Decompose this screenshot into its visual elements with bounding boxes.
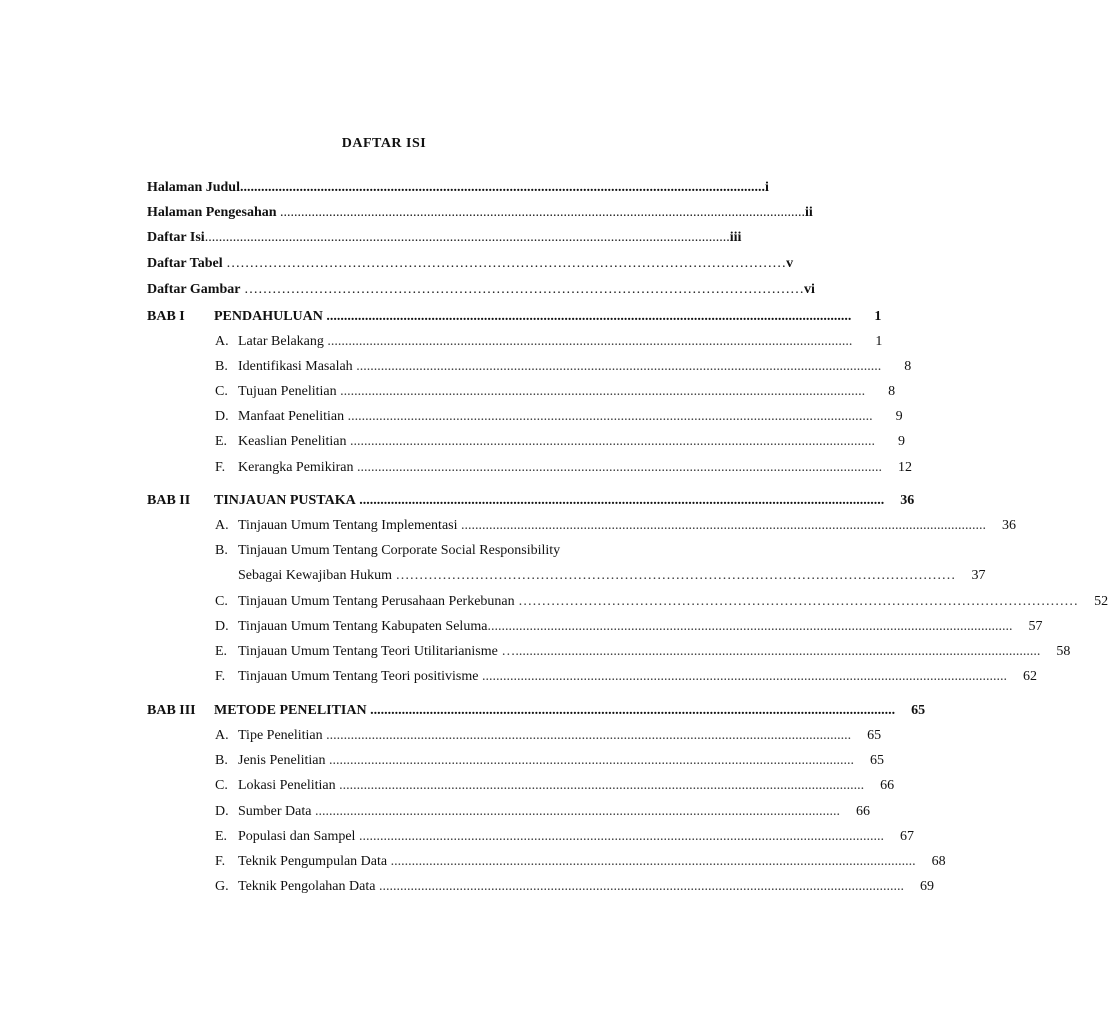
entry-label: Halaman Pengesahan [147,205,277,220]
toc-entry[interactable] [215,751,884,771]
entry-label: Kerangka Pemikiran [238,460,354,475]
toc-entry[interactable] [215,432,905,452]
dot-leader: ...................................................................................................................................................... [375,879,904,894]
entry-label: Daftar Tabel [147,256,223,271]
dot-leader: ...................................................................................................................................................... [322,728,852,743]
dot-leader: ...................................................................................................................................................... [325,753,854,768]
entry-label: Tinjauan Umum Tentang Implementasi [238,518,458,533]
toc-entry[interactable] [215,382,896,402]
entry-label: Halaman Judul [147,180,240,195]
dot-leader: ...................................................................................................................................................... [322,309,852,324]
entry-page: 58 [1056,644,1071,659]
item-letter: B. [215,359,228,374]
toc-entry-halaman-pengesahan[interactable] [147,203,813,223]
toc-entry[interactable] [215,516,1016,536]
item-letter: B. [215,543,228,558]
chapter-page: 36 [900,493,915,508]
item-letter: E. [215,829,228,844]
toc-entry-continuation[interactable] [215,566,986,586]
item-letter: F. [215,854,226,869]
entry-page: 52 [1094,594,1108,609]
entry-label: Tipe Penelitian [238,728,323,743]
entry-page: 66 [855,804,870,819]
item-letter: C. [215,384,228,399]
dot-leader: ………………………………………………………………………………………………………… [222,256,787,271]
toc-entry[interactable] [215,332,883,352]
item-letter: A. [215,728,229,743]
entry-label: Teknik Pengumpulan Data [238,854,388,869]
entry-label: Tujuan Penelitian [238,384,337,399]
dot-leader: ...................................................................................................................................................... [346,434,875,449]
item-letter: D. [215,619,229,634]
item-letter: F. [215,460,226,475]
chapter-1-heading[interactable] [147,307,882,327]
toc-entry[interactable] [215,592,1108,612]
entry-page: 57 [1028,619,1043,634]
dot-leader: ………………………………………………………………………………………………………… [240,282,804,297]
entry-page: 12 [897,460,912,475]
item-letter: B. [215,753,228,768]
entry-page: 67 [899,829,914,844]
entry-page: vi [803,282,815,297]
toc-entry-daftar-isi[interactable] [147,228,742,248]
entry-page: 8 [904,359,912,374]
dot-leader: ...................................................................................................................................................... [276,205,806,220]
entry-label: Jenis Penelitian [238,753,326,768]
entry-page: 9 [895,409,903,424]
item-letter: A. [215,334,229,349]
entry-page: v [786,256,794,271]
item-letter: D. [215,804,229,819]
entry-label: Teknik Pengolahan Data [238,879,376,894]
toc-entry-daftar-gambar[interactable] [147,280,815,300]
entry-page: 69 [919,879,934,894]
dot-leader: ...................................................................................................................................................... [352,359,882,374]
dot-leader: ...................................................................................................................................................... [344,409,873,424]
item-letter: E. [215,644,228,659]
toc-entry[interactable] [215,776,895,796]
entry-page: iii [729,230,742,245]
dot-leader: ………………………………………………………………………………………………………… [391,568,956,583]
chapter-number: BAB III [147,703,196,718]
page-title: DAFTAR ISI [341,136,427,151]
item-letter: E. [215,434,228,449]
entry-page: 65 [867,728,882,743]
item-letter: G. [215,879,229,894]
entry-label: Populasi dan Sampel [238,829,356,844]
entry-label: Tinjauan Umum Tentang Teori positivisme [238,669,479,684]
entry-label: Daftar Gambar [147,282,241,297]
toc-entry[interactable] [215,617,1043,637]
entry-label: Keaslian Penelitian [238,434,347,449]
chapter-page: 65 [911,703,926,718]
dot-leader: ...................................................................................................................................................... [311,804,840,819]
item-letter: C. [215,594,228,609]
chapter-title: TINJAUAN PUSTAKA [214,493,356,508]
entry-label: Lokasi Penelitian [238,778,336,793]
dot-leader: ...................................................................................................................................................... [323,334,853,349]
entry-page: 37 [971,568,986,583]
entry-label: Identifikasi Masalah [238,359,353,374]
chapter-number: BAB I [147,309,185,324]
chapter-number: BAB II [147,493,191,508]
toc-entry[interactable] [215,458,912,478]
entry-page: 1 [875,334,883,349]
dot-leader: ...................................................................................................................................................... [366,703,896,718]
entry-label: Sumber Data [238,804,312,819]
dot-leader: ...................................................................................................................................................... [239,180,765,195]
toc-entry[interactable] [215,407,903,427]
dot-leader: ...................................................................................................................................................... [353,460,882,475]
entry-label: Daftar Isi [147,230,205,245]
dot-leader: ...................................................................................................................................................... [355,493,885,508]
chapter-page: 1 [874,309,882,324]
item-letter: F. [215,669,226,684]
chapter-title: METODE PENELITIAN [214,703,367,718]
toc-entry[interactable] [215,877,934,897]
item-letter: A. [215,518,229,533]
entry-label: Latar Belakang [238,334,324,349]
dot-leader: ...................................................................................................................................................... [457,518,986,533]
dot-leader: ...................................................................................................................................................... [355,829,884,844]
entry-label: Tinjauan Umum Tentang Corporate Social Responsibility [238,543,561,558]
toc-entry[interactable] [215,852,946,872]
entry-page: i [764,180,769,195]
toc-entry[interactable] [215,726,882,746]
toc-entry[interactable] [215,802,870,822]
entry-page: 36 [1002,518,1016,533]
entry-page: 8 [888,384,896,399]
toc-entry[interactable] [215,642,1071,662]
dot-leader: ...................................................................................................................................................... [387,854,916,869]
toc-entry-daftar-tabel[interactable] [147,254,794,274]
toc-entry-halaman-judul[interactable] [147,178,769,198]
entry-label: Tinjauan Umum Tentang Teori Utilitarianisme [238,644,498,659]
dot-leader: …...................................................................................................................................................... [497,644,1041,659]
item-letter: C. [215,778,228,793]
toc-entry[interactable] [215,667,1037,687]
entry-page: 66 [880,778,895,793]
entry-label: Tinjauan Umum Tentang Perusahaan Perkebunan [238,594,515,609]
entry-page: ii [805,205,813,220]
dot-leader: ...................................................................................................................................................... [478,669,1007,684]
entry-page: 68 [931,854,946,869]
chapter-3-heading[interactable] [147,701,926,721]
toc-entry[interactable] [215,827,914,847]
toc-entry[interactable] [215,541,659,561]
entry-label: Sebagai Kewajiban Hukum [238,568,392,583]
entry-page: 65 [870,753,884,768]
dot-leader: ………………………………………………………………………………………………………… [514,594,1079,609]
entry-page: 62 [1022,669,1037,684]
toc-entry[interactable] [215,357,912,377]
entry-label: Tinjauan Umum Tentang Kabupaten Seluma [238,619,488,634]
dot-leader: ...................................................................................................................................................... [335,778,865,793]
entry-page: 9 [897,434,905,449]
entry-label: Manfaat Penelitian [238,409,345,424]
dot-leader: ...................................................................................................................................................... [204,230,730,245]
item-letter: D. [215,409,229,424]
dot-leader: ...................................................................................................................................................... [487,619,1013,634]
chapter-2-heading[interactable] [147,491,915,511]
dot-leader: ...................................................................................................................................................... [336,384,866,399]
chapter-title: PENDAHULUAN [214,309,323,324]
